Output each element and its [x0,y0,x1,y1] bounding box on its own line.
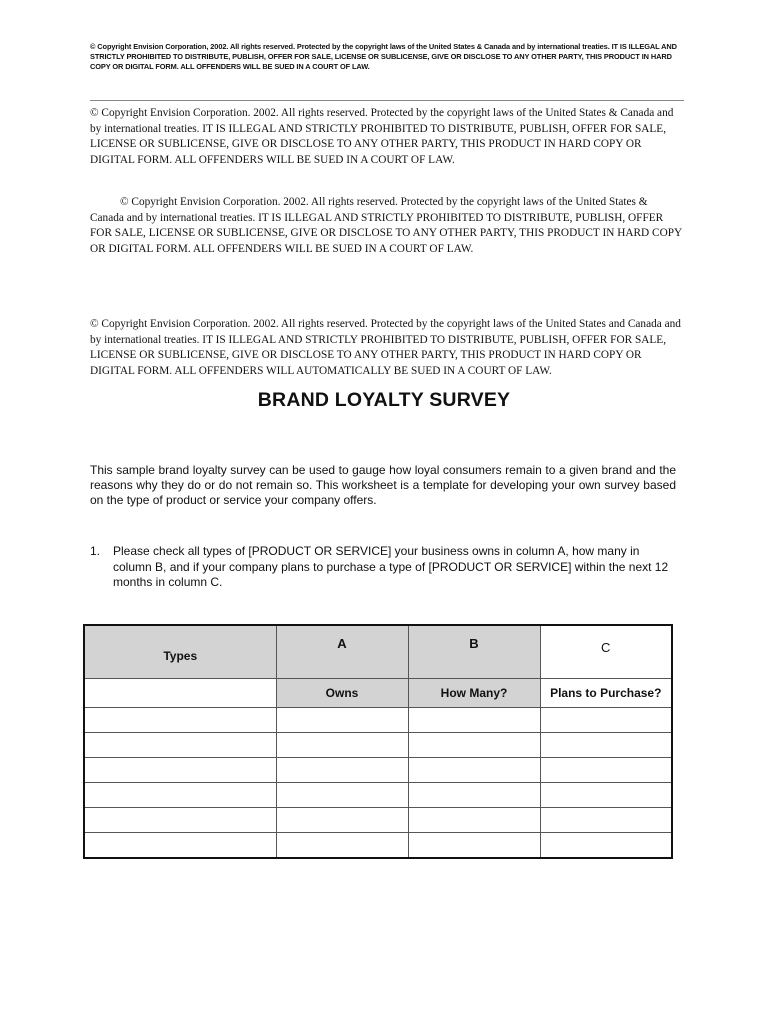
owns-cell[interactable] [276,783,408,808]
how-many-cell[interactable] [408,783,540,808]
type-cell[interactable] [84,833,276,859]
plans-cell[interactable] [540,758,672,783]
how-many-cell[interactable] [408,708,540,733]
divider-line [90,100,684,101]
type-cell[interactable] [84,758,276,783]
owns-cell[interactable] [276,808,408,833]
types-subheader-blank [84,679,276,708]
table-row [84,783,672,808]
table-row [84,733,672,758]
table-header-row [84,625,672,679]
copyright-notice-small: © Copyright Envision Corporation, 2002. All rights reserved. Protected by the copyright laws of the United States & Canada and by international treaties. IT IS ILLEGAL AND STRICTLY PROHIBITED TO DISTRIBUTE, PUBLISH, OFFER FOR SALE, LICENSE OR SUBLICENSE, GIVE OR DISCLOSE TO ANY OTHER PARTY, THIS PRODUCT IN HARD COPY OR DIGITAL FORM. ALL OFFENDERS WILL BE SUED IN A COURT OF LAW. [90,42,677,71]
how-many-cell[interactable] [408,758,540,783]
plans-cell[interactable] [540,783,672,808]
plans-cell[interactable] [540,708,672,733]
type-cell[interactable] [84,808,276,833]
intro-paragraph: This sample brand loyalty survey can be used to gauge how loyal consumers remain to a given brand and the reasons why they do or do not remain so. This worksheet is a template for developing your own survey based on the type of product or service your company offers. [90,463,676,507]
copyright-notice-3: © Copyright Envision Corporation. 2002. All rights reserved. Protected by the copyright laws of the United States and Canada and by international treaties. IT IS ILLEGAL AND STRICTLY PROHIBITED TO DISTRIBUTE, PUBLISH, OFFER FOR SALE, LICENSE OR SUBLICENSE, GIVE OR DISCLOSE TO ANY OTHER PARTY, THIS PRODUCT IN HARD COPY OR DIGITAL FORM. ALL OFFENDERS WILL AUTOMATICALLY BE SUED IN A COURT OF LAW. [90,318,681,377]
owns-cell[interactable] [276,833,408,859]
types-header: Types [84,625,276,679]
how-many-cell[interactable] [408,808,540,833]
table-row [84,833,672,859]
column-a-header: A [276,625,408,679]
how-many-cell[interactable] [408,833,540,859]
how-many-cell[interactable] [408,733,540,758]
table-row [84,758,672,783]
question-text: Please check all types of [PRODUCT OR SERVICE] your business owns in column A, how many in column B, and if your company plans to purchase a type of [PRODUCT OR SERVICE] within the next 12 months in column C. [113,544,669,589]
copyright-notice-1: © Copyright Envision Corporation. 2002. All rights reserved. Protected by the copyright laws of the United States & Canada and by international treaties. IT IS ILLEGAL AND STRICTLY PROHIBITED TO DISTRIBUTE, PUBLISH, OFFER FOR SALE, LICENSE OR SUBLICENSE, GIVE OR DISCLOSE TO ANY OTHER PARTY, THIS PRODUCT IN HARD COPY OR DIGITAL FORM. ALL OFFENDERS WILL BE SUED IN A COURT OF LAW. [90,107,674,166]
how-many-header: How Many? [408,679,540,708]
plans-to-purchase-header: Plans to Purchase? [540,679,672,708]
plans-cell[interactable] [540,733,672,758]
type-cell[interactable] [84,783,276,808]
type-cell[interactable] [84,733,276,758]
column-b-header: B [408,625,540,679]
plans-cell[interactable] [540,833,672,859]
owns-cell[interactable] [276,708,408,733]
question-number: 1. [90,544,101,558]
document-title: BRAND LOYALTY SURVEY [257,389,511,411]
table-subheader-row [84,679,672,708]
column-c-header: C [540,625,672,679]
table-row [84,708,672,733]
type-cell[interactable] [84,708,276,733]
owns-cell[interactable] [276,733,408,758]
table-row [84,808,672,833]
survey-table [83,624,673,859]
plans-cell[interactable] [540,808,672,833]
copyright-notice-2: © Copyright Envision Corporation. 2002. All rights reserved. Protected by the copyright laws of the United States & Canada and by international treaties. IT IS ILLEGAL AND STRICTLY PROHIBITED TO DISTRIBUTE, PUBLISH, OFFER FOR SALE, LICENSE OR SUBLICENSE, GIVE OR DISCLOSE TO ANY OTHER PARTY, THIS PRODUCT IN HARD COPY OR DIGITAL FORM. ALL OFFENDERS WILL BE SUED IN A COURT OF LAW. [90,196,682,255]
owns-cell[interactable] [276,758,408,783]
owns-header: Owns [276,679,408,708]
